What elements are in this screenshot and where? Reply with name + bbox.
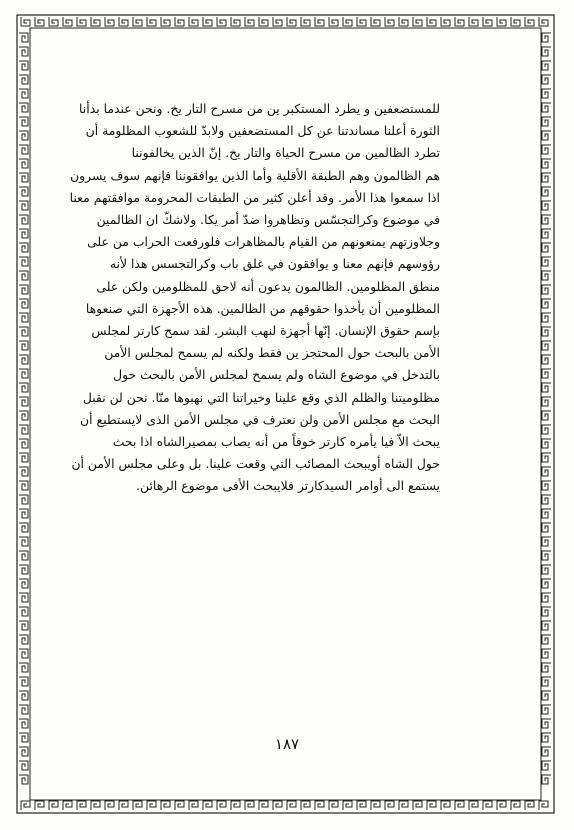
text-line: البحث مع مجلس الأمن ولن نعترف في مجلس الأمن الذى لايستطيع أن bbox=[80, 411, 440, 427]
text-line: رؤوسهم فإنهم معنا و يوافقون في غلق باب وكرالتجسس هذا لأنه bbox=[109, 256, 440, 272]
text-line: بإسم حقوق الإنسان. إنّها أجهزة لنهب البشر. لقد سمح كارتر لمجلس bbox=[91, 323, 440, 339]
text-line: الثورة أعلنا مساندتنا عن كل المستضعفين ولابدّ للشعوب المظلومة أن bbox=[85, 123, 440, 139]
text-line: وجلاوزتهم يمنعونهم من القيام بالمظاهرات فلورفعت الحراب من على bbox=[87, 234, 440, 250]
text-line: منطق المظلومين. الظالمون يدعون أنه لاحق للمظلومين ولكن على bbox=[96, 278, 440, 294]
text-line: المظلومين أن يأخذوا حقوقهم من الظالمين. هذه الأجهزة التي صنعوها bbox=[85, 300, 440, 316]
text-line: للمستضعفين و يطرد المستكبر ين من مسرح التار يخ. ونحن عندما بدأنا bbox=[79, 101, 440, 116]
body-text bbox=[69, 98, 440, 498]
text-line: حول الشاه أويبحث المصائب التي وقعت علينا. بل وعلى مجلس الأمن أن bbox=[71, 456, 440, 472]
text-line: مظلوميتنا والظلم الذي وقع علينا وخيراتنا التي نهبوها منّا. نحن لن نقبل bbox=[82, 389, 440, 405]
text-line: في موضوع وكرالتجسّس وتظاهروا ضدّ أمر يكا. ولاشكّ ان الظالمين bbox=[96, 212, 440, 228]
text-line: الأمن بالبحث حول المحتجز ين فقط ولكنه لم يسمح لمجلس الأمن bbox=[104, 345, 440, 361]
text-line: يستمع الى أوامر السيدكارتر فلايبحث الأفى موضوع الرهائن. bbox=[136, 478, 440, 494]
page-number: ١٨٧ bbox=[274, 735, 300, 753]
text-line: هم الظالمون وهم الطبقة الأقلية وأما الذين يوافقوننا فإنهم سوف يسرون bbox=[70, 167, 440, 183]
text-line: بالتدخل في موضوع الشاه ولم يسمح لمجلس الأمن بالبحث حول bbox=[113, 367, 440, 383]
text-line: تطرد الظالمين من مسرح الحياة والتار يخ. إنّ الذين يخالفوننا bbox=[131, 145, 440, 161]
text-line: اذا سمعوا هذا الأمر. وقد أعلن كثير من الطبقات المحرومة موافقتهم معنا bbox=[69, 189, 440, 205]
text-line: يبحث الاّ فيا يأمره كارتر خوفاً من أنه يصاب بمصيرالشاه اذا بحث bbox=[112, 434, 440, 450]
